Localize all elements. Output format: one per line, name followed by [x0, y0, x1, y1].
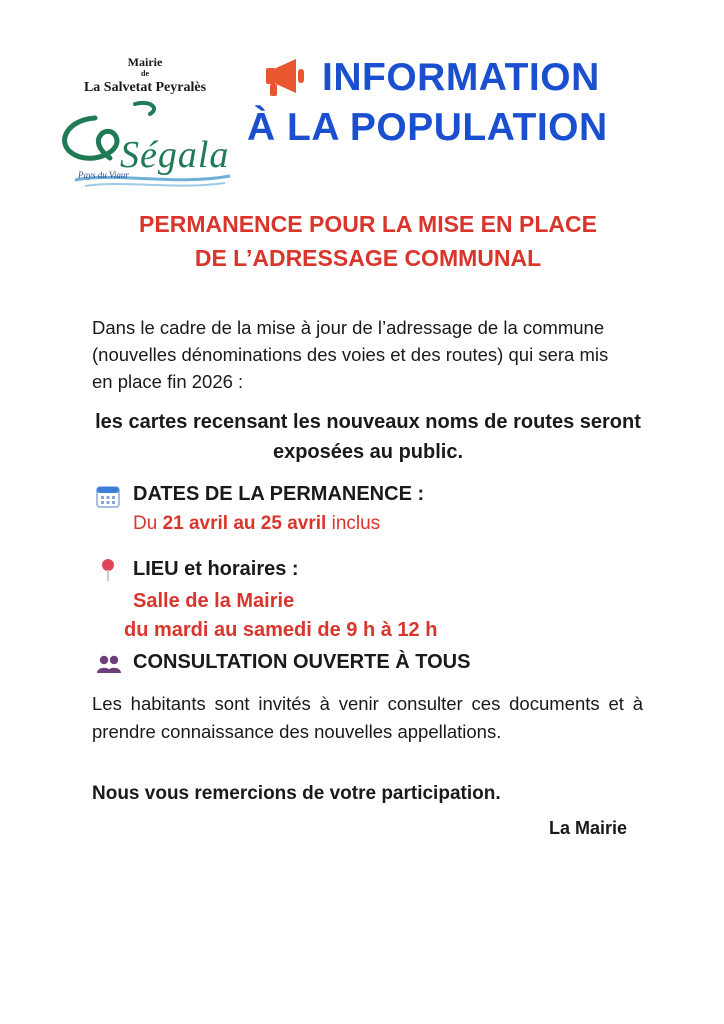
logo-brand: Ségala	[120, 134, 230, 176]
people-icon	[96, 655, 122, 673]
mairie-de: de	[141, 69, 149, 78]
logo-tagline: Pays du Viaur	[78, 170, 129, 180]
intro-paragraph: Dans le cadre de la mise à jour de l’adressage de la commune (nouvelles dénominations des voies et des routes) qui sera mis en place fin 2026 :	[92, 317, 609, 392]
thanks-line: Nous vous remercions de votre participation.	[92, 783, 501, 804]
dates-prefix: Du	[133, 513, 163, 534]
page-title-line1: INFORMATION	[322, 56, 600, 99]
highlight-paragraph: les cartes recensant les nouveaux noms de routes seront exposées au public.	[95, 411, 641, 463]
lieu-hours: du mardi au samedi de 9 h à 12 h	[124, 619, 438, 641]
mairie-word: Mairie	[127, 55, 163, 69]
body-paragraph: Les habitants sont invités à venir consulter ces documents et à prendre connaissance des nouvelles appellations.	[92, 693, 643, 742]
dates-suffix: inclus	[326, 513, 381, 534]
signature: La Mairie	[549, 818, 628, 838]
dates-range: 21 avril au 25 avril	[162, 513, 327, 534]
subtitle-line2: DE L’ADRESSAGE COMMUNAL	[194, 245, 542, 271]
page-title-line2: À LA POPULATION	[247, 106, 608, 149]
calendar-icon	[96, 484, 120, 508]
mairie-label	[95, 56, 195, 78]
lieu-title: LIEU et horaires :	[133, 558, 299, 580]
megaphone-icon	[262, 57, 308, 99]
subtitle	[0, 207, 724, 275]
lieu-place: Salle de la Mairie	[133, 590, 295, 612]
dates-title: DATES DE LA PERMANENCE :	[133, 483, 425, 505]
subtitle-line1: PERMANENCE POUR LA MISE EN PLACE	[139, 211, 597, 237]
consultation-title: CONSULTATION OUVERTE À TOUS	[133, 651, 471, 673]
location-pin-icon	[99, 558, 117, 582]
town-name: La Salvetat Peyralès	[83, 80, 207, 95]
dates-value	[133, 513, 380, 535]
